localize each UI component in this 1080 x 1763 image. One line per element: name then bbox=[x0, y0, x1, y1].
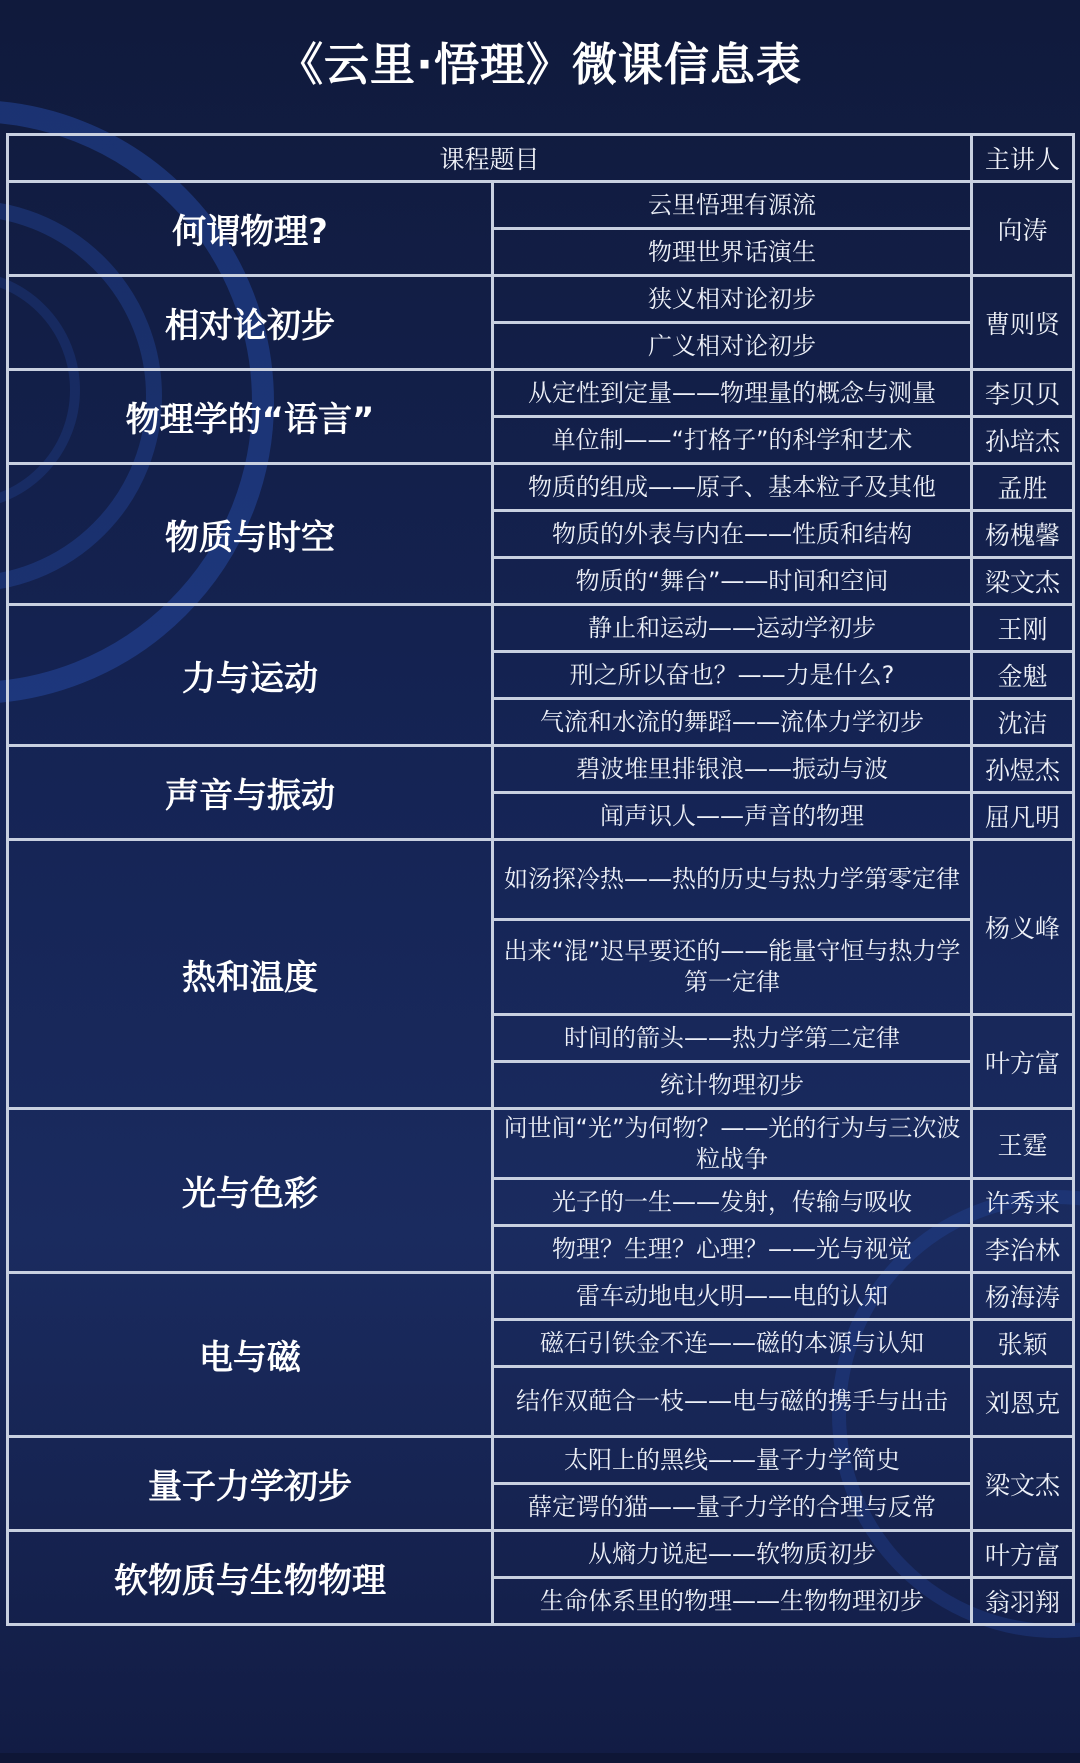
category-cell: 热和温度 bbox=[8, 840, 493, 1109]
category-cell: 何谓物理? bbox=[8, 182, 493, 276]
course-title-cell: 云里悟理有源流 bbox=[493, 182, 972, 229]
table-row bbox=[8, 370, 1074, 417]
speaker-cell: 杨海涛 bbox=[972, 1273, 1074, 1320]
course-title-cell: 物理世界话演生 bbox=[493, 229, 972, 276]
bottom-strip bbox=[0, 1753, 1080, 1763]
category-cell: 量子力学初步 bbox=[8, 1437, 493, 1531]
page-title: 《云里·悟理》微课信息表 bbox=[277, 38, 803, 91]
course-title-cell: 物质的外表与内在——性质和结构 bbox=[493, 511, 972, 558]
category-cell: 电与磁 bbox=[8, 1273, 493, 1437]
speaker-cell: 孟胜 bbox=[972, 464, 1074, 511]
table-row bbox=[8, 1437, 1074, 1484]
speaker-cell: 杨槐馨 bbox=[972, 511, 1074, 558]
speaker-cell: 许秀来 bbox=[972, 1179, 1074, 1226]
course-title-cell: 生命体系里的物理——生物物理初步 bbox=[493, 1578, 972, 1625]
course-title-cell: 从定性到定量——物理量的概念与测量 bbox=[493, 370, 972, 417]
course-info-table bbox=[6, 133, 1075, 1626]
course-title-cell: 时间的箭头——热力学第二定律 bbox=[493, 1015, 972, 1062]
course-title-cell: 磁石引铁金不连——磁的本源与认知 bbox=[493, 1320, 972, 1367]
table-row bbox=[8, 276, 1074, 323]
speaker-cell: 杨义峰 bbox=[972, 840, 1074, 1015]
category-cell: 光与色彩 bbox=[8, 1109, 493, 1273]
course-title-cell: 如汤探冷热——热的历史与热力学第零定律 bbox=[493, 840, 972, 920]
speaker-cell: 叶方富 bbox=[972, 1531, 1074, 1578]
speaker-cell: 叶方富 bbox=[972, 1015, 1074, 1109]
speaker-cell: 向涛 bbox=[972, 182, 1074, 276]
category-cell: 软物质与生物物理 bbox=[8, 1531, 493, 1625]
course-title-cell: 气流和水流的舞蹈——流体力学初步 bbox=[493, 699, 972, 746]
header-speaker: 主讲人 bbox=[972, 135, 1074, 182]
table-row bbox=[8, 840, 1074, 920]
course-title-cell: 广义相对论初步 bbox=[493, 323, 972, 370]
course-title-cell: 结作双葩合一枝——电与磁的携手与出击 bbox=[493, 1367, 972, 1437]
category-cell: 相对论初步 bbox=[8, 276, 493, 370]
speaker-cell: 王霆 bbox=[972, 1109, 1074, 1179]
table-header-row bbox=[8, 135, 1074, 182]
course-title-cell: 狭义相对论初步 bbox=[493, 276, 972, 323]
table-row bbox=[8, 182, 1074, 229]
course-title-cell: 物质的“舞台”——时间和空间 bbox=[493, 558, 972, 605]
category-cell: 物理学的“语言” bbox=[8, 370, 493, 464]
header-course: 课程题目 bbox=[8, 135, 972, 182]
table-row bbox=[8, 1273, 1074, 1320]
course-title-cell: 问世间“光”为何物？——光的行为与三次波粒战争 bbox=[493, 1109, 972, 1179]
speaker-cell: 曹则贤 bbox=[972, 276, 1074, 370]
speaker-cell: 孙煜杰 bbox=[972, 746, 1074, 793]
speaker-cell: 梁文杰 bbox=[972, 1437, 1074, 1531]
speaker-cell: 梁文杰 bbox=[972, 558, 1074, 605]
course-title-cell: 物理？生理？心理？——光与视觉 bbox=[493, 1226, 972, 1273]
course-title-cell: 雷车动地电火明——电的认知 bbox=[493, 1273, 972, 1320]
category-cell: 力与运动 bbox=[8, 605, 493, 746]
table-row bbox=[8, 464, 1074, 511]
course-title-cell: 静止和运动——运动学初步 bbox=[493, 605, 972, 652]
course-title-cell: 刑之所以奋也？——力是什么? bbox=[493, 652, 972, 699]
course-title-cell: 出来“混”迟早要还的——能量守恒与热力学第一定律 bbox=[493, 920, 972, 1015]
category-cell: 声音与振动 bbox=[8, 746, 493, 840]
speaker-cell: 刘恩克 bbox=[972, 1367, 1074, 1437]
course-title-cell: 闻声识人——声音的物理 bbox=[493, 793, 972, 840]
speaker-cell: 张颖 bbox=[972, 1320, 1074, 1367]
category-cell: 物质与时空 bbox=[8, 464, 493, 605]
table-row bbox=[8, 746, 1074, 793]
speaker-cell: 屈凡明 bbox=[972, 793, 1074, 840]
course-title-cell: 物质的组成——原子、基本粒子及其他 bbox=[493, 464, 972, 511]
speaker-cell: 王刚 bbox=[972, 605, 1074, 652]
table-row bbox=[8, 1109, 1074, 1179]
course-title-cell: 单位制——“打格子”的科学和艺术 bbox=[493, 417, 972, 464]
course-title-cell: 光子的一生——发射，传输与吸收 bbox=[493, 1179, 972, 1226]
speaker-cell: 沈洁 bbox=[972, 699, 1074, 746]
speaker-cell: 李贝贝 bbox=[972, 370, 1074, 417]
speaker-cell: 孙培杰 bbox=[972, 417, 1074, 464]
speaker-cell: 金魁 bbox=[972, 652, 1074, 699]
course-title-cell: 碧波堆里排银浪——振动与波 bbox=[493, 746, 972, 793]
table-row bbox=[8, 1531, 1074, 1578]
course-title-cell: 太阳上的黑线——量子力学简史 bbox=[493, 1437, 972, 1484]
course-title-cell: 薛定谔的猫——量子力学的合理与反常 bbox=[493, 1484, 972, 1531]
speaker-cell: 翁羽翔 bbox=[972, 1578, 1074, 1625]
speaker-cell: 李治林 bbox=[972, 1226, 1074, 1273]
table-row bbox=[8, 605, 1074, 652]
course-title-cell: 从熵力说起——软物质初步 bbox=[493, 1531, 972, 1578]
course-title-cell: 统计物理初步 bbox=[493, 1062, 972, 1109]
